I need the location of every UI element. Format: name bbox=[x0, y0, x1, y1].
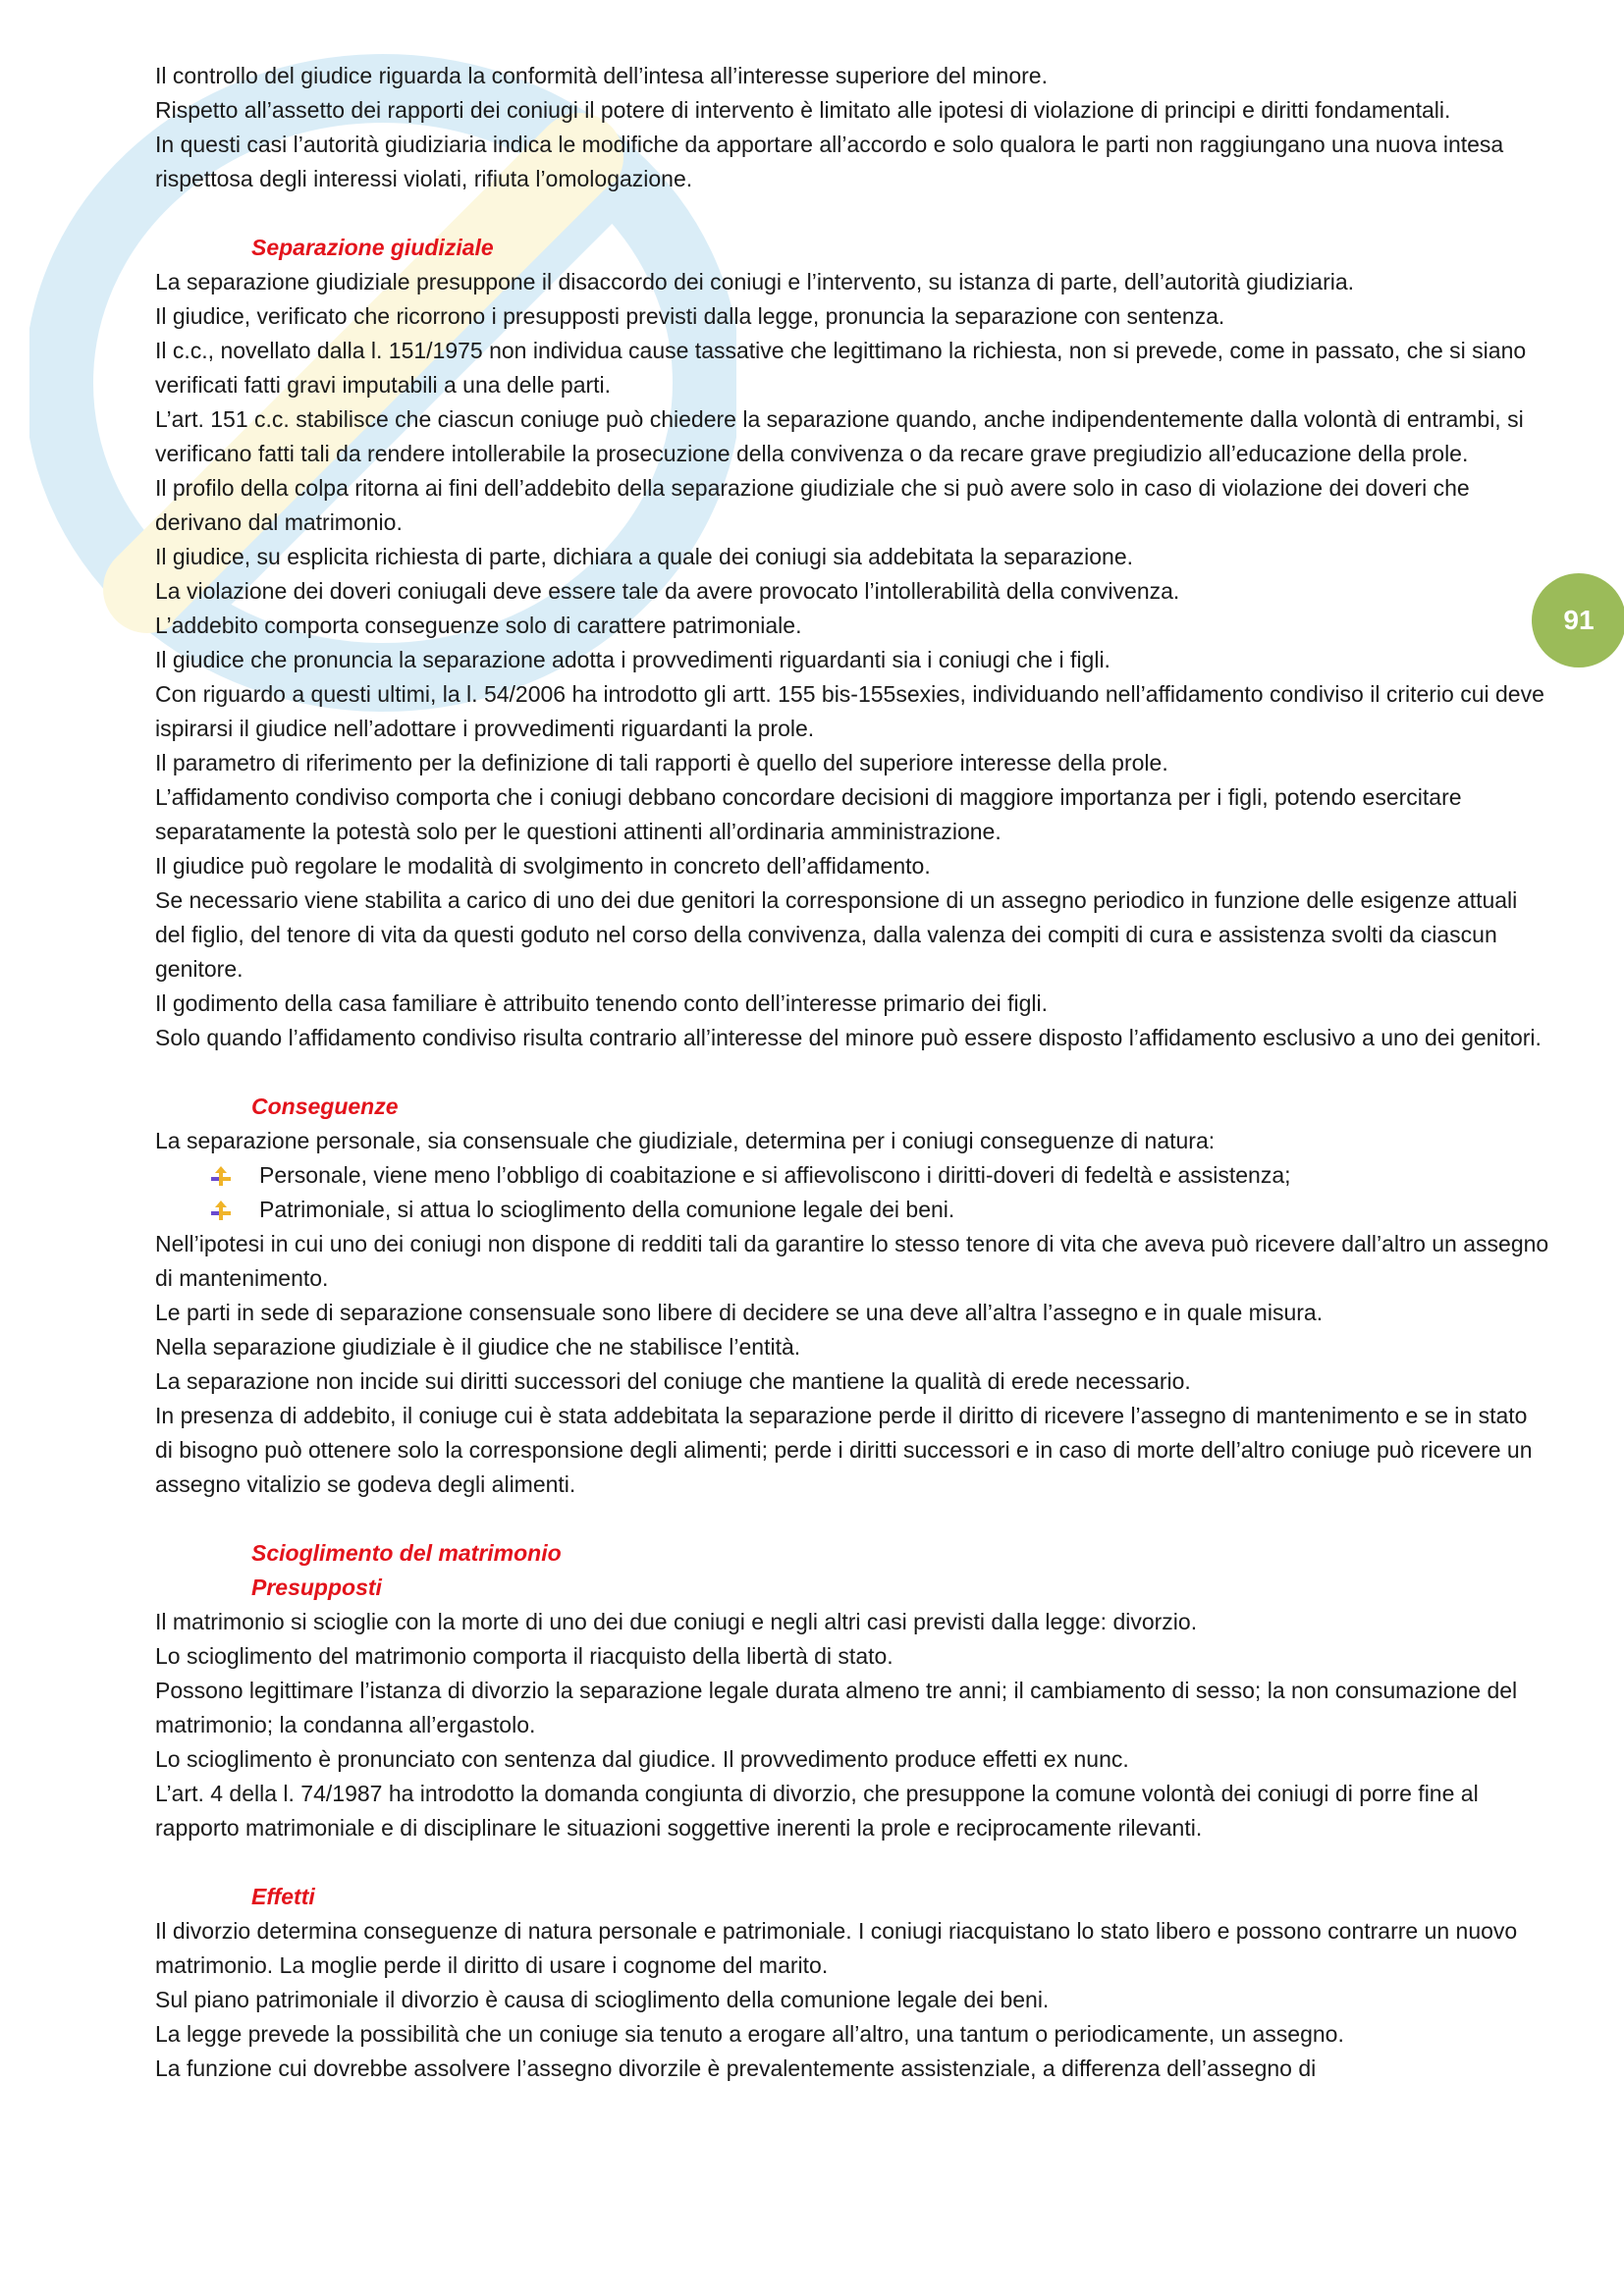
paragraph: Lo scioglimento del matrimonio comporta il riacquisto della libertà di stato. bbox=[155, 1643, 893, 1669]
paragraph: L’addebito comporta conseguenze solo di carattere patrimoniale. bbox=[155, 613, 802, 638]
section-heading-separazione-giudiziale: Separazione giudiziale bbox=[251, 235, 494, 260]
paragraph: Il godimento della casa familiare è attribuito tenendo conto dell’interesse primario dei figli. bbox=[155, 990, 1048, 1016]
list-item: Personale, viene meno l’obbligo di coabitazione e si affievoliscono i diritti-doveri di fedeltà e assistenza; bbox=[155, 1158, 1549, 1193]
paragraph: Rispetto all’assetto dei rapporti dei coniugi il potere di intervento è limitato alle ipotesi di violazione di principi e diritti fondamentali. bbox=[155, 97, 1451, 123]
section-heading-conseguenze: Conseguenze bbox=[251, 1094, 399, 1119]
paragraph: Con riguardo a questi ultimi, la l. 54/2006 ha introdotto gli artt. 155 bis-155sexies, individuando nell’affidamento condiviso il criterio cui deve ispirarsi il giudice nell’adottare i provvedimenti riguardanti la prole. bbox=[155, 681, 1544, 741]
paragraph: Il divorzio determina conseguenze di natura personale e patrimoniale. I coniugi riacquistano lo stato libero e possono contrarre un nuovo matrimonio. La moglie perde il diritto di usare i cognome del marito. bbox=[155, 1918, 1518, 1978]
paragraph: Solo quando l’affidamento condiviso risulta contrario all’interesse del minore può essere disposto l’affidamento esclusivo a uno dei genitori. bbox=[155, 1025, 1542, 1050]
paragraph: Lo scioglimento è pronunciato con sentenza dal giudice. Il provvedimento produce effetti ex nunc. bbox=[155, 1746, 1129, 1772]
paragraph: Possono legittimare l’istanza di divorzio la separazione legale durata almeno tre anni; il cambiamento di sesso; la non consumazione del matrimonio; la condanna all’ergastolo. bbox=[155, 1678, 1518, 1737]
paragraph: Se necessario viene stabilita a carico di uno dei due genitori la corresponsione di un assegno periodico in funzione delle esigenze attuali del figlio, del tenore di vita da questi goduto nel corso della convivenza, dalla valenza dei compiti di cura e assistenza svolti da ciascun genitore. bbox=[155, 887, 1518, 982]
paragraph: La separazione personale, sia consensuale che giudiziale, determina per i coniugi conseguenze di natura: bbox=[155, 1128, 1216, 1153]
paragraph: Il profilo della colpa ritorna ai fini dell’addebito della separazione giudiziale che si può avere solo in caso di violazione dei doveri che derivano dal matrimonio. bbox=[155, 475, 1470, 535]
paragraph: Il controllo del giudice riguarda la conformità dell’intesa all’interesse superiore del minore. bbox=[155, 63, 1048, 88]
list-item: Patrimoniale, si attua lo scioglimento della comunione legale dei beni. bbox=[155, 1193, 1549, 1227]
document-body bbox=[155, 59, 1549, 2086]
section-heading-effetti: Effetti bbox=[251, 1884, 315, 1909]
bullet-arrow-icon bbox=[210, 1200, 232, 1221]
paragraph: Le parti in sede di separazione consensuale sono libere di decidere se una deve all’altra l’assegno e in quale misura. bbox=[155, 1300, 1324, 1325]
paragraph: In questi casi l’autorità giudiziaria indica le modifiche da apportare all’accordo e solo qualora le parti non raggiungano una nuova intesa rispettosa degli interessi violati, rifiuta l’omologazione. bbox=[155, 132, 1504, 191]
paragraph: Nella separazione giudiziale è il giudice che ne stabilisce l’entità. bbox=[155, 1334, 801, 1360]
subsection-heading-presupposti: Presupposti bbox=[251, 1575, 382, 1600]
paragraph: In presenza di addebito, il coniuge cui è stata addebitata la separazione perde il diritto di ricevere l’assegno di mantenimento e se in stato di bisogno può ottenere solo la corresponsione degli alimenti; perde i diritti successori e in caso di morte dell’altro coniuge può ricevere un assegno vitalizio se godeva degli alimenti. bbox=[155, 1403, 1533, 1497]
paragraph: Il giudice che pronuncia la separazione adotta i provvedimenti riguardanti sia i coniugi che i figli. bbox=[155, 647, 1110, 672]
paragraph: L’art. 4 della l. 74/1987 ha introdotto la domanda congiunta di divorzio, che presuppone la comune volontà dei coniugi di porre fine al rapporto matrimoniale e di disciplinare le situazioni soggettive inerenti la prole e reciprocamente rilevanti. bbox=[155, 1781, 1479, 1841]
paragraph: La legge prevede la possibilità che un coniuge sia tenuto a erogare all’altro, una tantum o periodicamente, un assegno. bbox=[155, 2021, 1344, 2047]
bullet-arrow-icon bbox=[210, 1165, 232, 1187]
page-number-badge: 91 bbox=[1532, 573, 1624, 667]
paragraph: Il c.c., novellato dalla l. 151/1975 non individua cause tassative che legittimano la richiesta, non si prevede, come in passato, che si siano verificati fatti gravi imputabili a una delle parti. bbox=[155, 338, 1527, 398]
paragraph: La separazione giudiziale presuppone il disaccordo dei coniugi e l’intervento, su istanza di parte, dell’autorità giudiziaria. bbox=[155, 269, 1355, 294]
paragraph: La funzione cui dovrebbe assolvere l’assegno divorzile è prevalentemente assistenziale, a differenza dell’assegno di bbox=[155, 2056, 1317, 2081]
paragraph: Il giudice, verificato che ricorrono i presupposti previsti dalla legge, pronuncia la separazione con sentenza. bbox=[155, 303, 1225, 329]
paragraph: Il matrimonio si scioglie con la morte di uno dei due coniugi e negli altri casi previsti dalla legge: divorzio. bbox=[155, 1609, 1198, 1634]
paragraph: Il parametro di riferimento per la definizione di tali rapporti è quello del superiore interesse della prole. bbox=[155, 750, 1168, 775]
paragraph: La separazione non incide sui diritti successori del coniuge che mantiene la qualità di erede necessario. bbox=[155, 1368, 1191, 1394]
paragraph: Il giudice, su esplicita richiesta di parte, dichiara a quale dei coniugi sia addebitata la separazione. bbox=[155, 544, 1133, 569]
paragraph: L’affidamento condiviso comporta che i coniugi debbano concordare decisioni di maggiore importanza per i figli, potendo esercitare separatamente la potestà solo per le questioni attinenti all’ordinaria amministrazione. bbox=[155, 784, 1462, 844]
section-heading-scioglimento: Scioglimento del matrimonio bbox=[251, 1540, 562, 1566]
paragraph: Sul piano patrimoniale il divorzio è causa di scioglimento della comunione legale dei beni. bbox=[155, 1987, 1050, 2012]
bullet-list bbox=[155, 1158, 1549, 1227]
paragraph: Nell’ipotesi in cui uno dei coniugi non dispone di redditi tali da garantire lo stesso tenore di vita che aveva può ricevere dall’altro un assegno di mantenimento. bbox=[155, 1231, 1549, 1291]
paragraph: L’art. 151 c.c. stabilisce che ciascun coniuge può chiedere la separazione quando, anche indipendentemente dalla volontà di entrambi, si verificano fatti tali da rendere intollerabile la prosecuzione della convivenza o da recare grave pregiudizio all’educazione della prole. bbox=[155, 406, 1524, 466]
paragraph: La violazione dei doveri coniugali deve essere tale da avere provocato l’intollerabilità della convivenza. bbox=[155, 578, 1180, 604]
paragraph: Il giudice può regolare le modalità di svolgimento in concreto dell’affidamento. bbox=[155, 853, 931, 879]
